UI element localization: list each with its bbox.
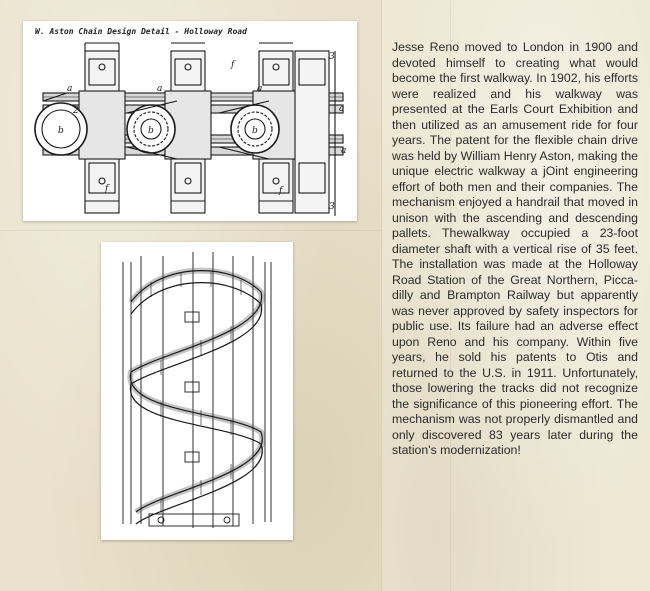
label-f: f	[279, 186, 283, 196]
link-label-a: a	[157, 84, 163, 94]
label-2: 2	[73, 106, 79, 116]
paper-crease	[0, 230, 381, 231]
link-label-a: a	[257, 84, 263, 94]
chain-design-figure	[23, 21, 357, 221]
article-body: Jesse Reno moved to London in 1900 and devoted himself to creating what would become the first walkway. In 1902, his efforts were realized and his walkway was presented at the Earls Court Exhibition and then utilized as an amusement ride for four years. The patent for the flexible chain drive was held by William Henry Aston, making the unique electric walkway a jOint engineering effort of both men and their companies. The mechanism enjoyed a handrail that moved in unison with the ascending and descending pallets. Thewalkway occupied a 23-foot diameter shaft with a vertical rise of 35 feet. The installation was made at the Holloway Road Station of the Great Northern, Piccadilly and Brampton Railway but apparently was never approved by safety inspectors for public use. Its failure had an adverse effect upon Reno and his company. Within five years, he sold his patents to Otis and returned to the U.S. in 1911. Unfortunately, those lowering the tracks did not recognize the significance of this pioneering effort. The mechanism was not properly dismantled and only discovered 83 years later during the station's modernization!	[392, 40, 638, 457]
spiral-walkway-figure	[101, 242, 293, 540]
link-label-a: a	[341, 146, 347, 156]
label-f: f	[231, 60, 235, 70]
wheel-label-b: b	[58, 126, 64, 136]
label-3: 3	[329, 52, 335, 62]
chain-figure-title: W. Aston Chain Design Detail - Holloway Road	[35, 27, 247, 36]
wheel-label-b: b	[148, 126, 154, 136]
link-label-a: a	[339, 104, 345, 114]
label-3: 3	[329, 202, 335, 212]
label-f: f	[105, 184, 109, 194]
wheel-label-b: b	[252, 126, 258, 136]
spiral-drawing	[101, 242, 293, 540]
link-label-a: a	[67, 84, 73, 94]
chain-drawing	[23, 21, 357, 221]
